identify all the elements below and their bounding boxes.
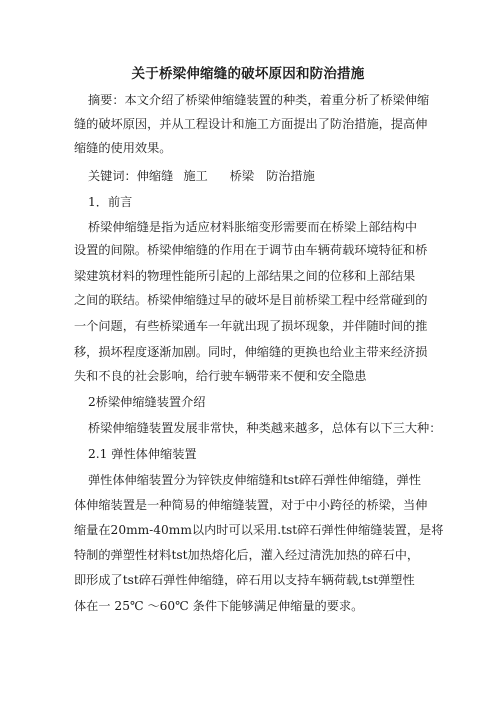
body-line: 一个问题，有些桥梁通车一年就出现了损坏现象，并伴随时间的推 xyxy=(74,319,428,333)
keyword: 防治措施 xyxy=(266,169,315,183)
body-line: 缩量在20mm-40mm以内时可以采用.tst碎石弹性伸缩缝装置，是将 xyxy=(74,523,444,537)
keywords-label: 关键词： xyxy=(88,169,137,183)
keyword: 伸缩缝 xyxy=(136,169,174,183)
keyword: 桥梁 xyxy=(229,169,255,183)
abstract-line: 缝的破坏原因，并从工程设计和施工方面提出了防治措施，提高伸 xyxy=(74,117,428,131)
body-line: 设置的间隙。桥梁伸缩缝的作用在于调节由车辆荷载环境特征和桥 xyxy=(74,243,428,257)
abstract-line: 缩缝的使用效果。 xyxy=(74,141,172,155)
body-line: 失和不良的社会影响，给行驶车辆带来不便和安全隐患 xyxy=(74,369,367,383)
body-line: 梁建筑材料的物理性能所引起的上部结果之间的位移和上部结果 xyxy=(74,269,416,283)
document-title: 关于桥梁伸缩缝的破坏原因和防治措施 xyxy=(131,66,365,82)
body-line: 体在一 25℃ ～60℃ 条件下能够满足伸缩量的要求。 xyxy=(74,599,364,613)
body-line: 移，损坏程度逐渐加剧。同时，伸缩缝的更换也给业主带来经济损 xyxy=(74,345,428,359)
body-line: 即形成了tst碎石弹性伸缩缝，碎石用以支持车辆荷载,tst弹塑性 xyxy=(74,573,415,587)
body-line: 体伸缩装置是一种简易的伸缩缝装置，对于中小跨径的桥梁，当伸 xyxy=(74,498,428,512)
body-line: 桥梁伸缩缝装置发展非常快，种类越来越多，总体有以下三大种： xyxy=(88,421,442,435)
keywords-line xyxy=(88,168,315,184)
abstract-line: 摘要：本文介绍了桥梁伸缩缝装置的种类，着重分析了桥梁伸缩 xyxy=(88,93,430,107)
subsection-heading: 2.1 弹性体伸缩装置 xyxy=(88,447,197,461)
keyword: 施工 xyxy=(183,169,208,183)
body-line: 弹性体伸缩装置分为锌铁皮伸缩缝和tst碎石弹性伸缩缝，弹性 xyxy=(88,473,421,487)
section-heading: 1．前言 xyxy=(88,195,133,209)
body-line: 特制的弹塑性材料tst加热熔化后，灌入经过清洗加热的碎石中， xyxy=(74,548,420,562)
body-line: 桥梁伸缩缝是指为适应材料胀缩变形需要而在桥梁上部结构中 xyxy=(88,220,418,234)
body-line: 之间的联结。桥梁伸缩缝过早的破坏是目前桥梁工程中经常碰到的 xyxy=(74,293,428,307)
section-heading: 2桥梁伸缩缝装置介绍 xyxy=(88,395,206,409)
